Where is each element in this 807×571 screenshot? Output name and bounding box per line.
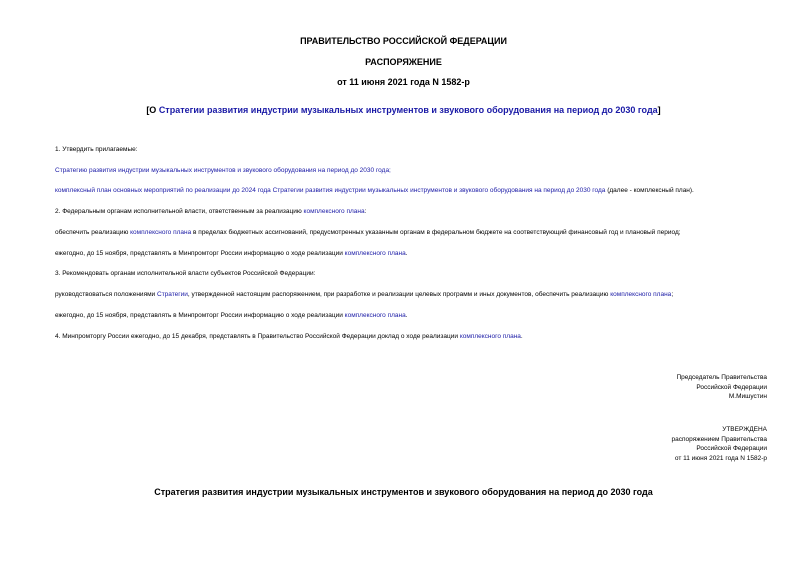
title-prefix: [О (146, 105, 159, 115)
strategy-title: Стратегия развития индустрии музыкальных инструментов и звукового оборудования на период до 2030 года (154, 487, 653, 497)
document-date-number: от 11 июня 2021 года N 1582-р (337, 77, 470, 87)
paragraph-1: 1. Утвердить прилагаемые: (55, 146, 138, 153)
strategy-link[interactable]: Стратегию развития индустрии музыкальных инструментов и звукового оборудования на период до 2030 года; (55, 167, 391, 174)
complex-plan-link[interactable]: комплексного плана (130, 229, 192, 236)
paragraph-3: 3. Рекомендовать органам исполнительной власти субъектов Российской Федерации: (55, 270, 316, 277)
approval-by: распоряжением Правительства (671, 435, 767, 443)
document-title (0, 105, 807, 115)
complex-plan-link[interactable]: комплексного плана (344, 250, 406, 257)
complex-plan-full-link[interactable]: комплексный план основных мероприятий по реализации до 2024 года Стратегии развития индустрии музыкальных инструментов и звукового оборудования на период до 2030 года (55, 187, 606, 194)
document-type-heading: РАСПОРЯЖЕНИЕ (365, 57, 442, 67)
signature-country: Российской Федерации (696, 383, 767, 391)
paragraph-2a-tail: в пределах бюджетных ассигнований, предусмотренных указанным органам в федеральном бюджете на соответствующий финансовый год и плановый период; (191, 229, 681, 236)
complex-plan-link[interactable]: комплексного плана (303, 208, 365, 215)
paragraph-2-tail: : (364, 208, 367, 215)
signature-block (676, 373, 767, 402)
paragraph-3b-text: ежегодно, до 15 ноября, представлять в Минпромторг России информацию о ходе реализации (55, 312, 345, 319)
signature-name: М.Мишустин (728, 393, 767, 401)
approval-date-number: от 11 июня 2021 года N 1582-р (674, 454, 767, 462)
complex-plan-link[interactable]: комплексного плана (459, 333, 521, 340)
paragraph-2b-text: ежегодно, до 15 ноября, представлять в Минпромторг России информацию о ходе реализации (55, 250, 345, 257)
paragraph-2b-tail: . (405, 250, 408, 257)
paragraph-1b-tail: (далее - комплексный план). (605, 187, 694, 194)
paragraph-3b-tail: . (405, 312, 408, 319)
paragraph-2 (55, 208, 366, 216)
paragraph-2a-text: обеспечить реализацию (55, 229, 131, 236)
paragraph-2-text: 2. Федеральным органам исполнительной власти, ответственным за реализацию (55, 208, 304, 215)
paragraph-3b (55, 312, 408, 320)
title-suffix: ] (657, 105, 661, 115)
complex-plan-link[interactable]: комплексного плана (610, 291, 672, 298)
government-heading: ПРАВИТЕЛЬСТВО РОССИЙСКОЙ ФЕДЕРАЦИИ (300, 36, 507, 46)
paragraph-3a-text: руководствоваться положениями (55, 291, 157, 298)
approval-status: УТВЕРЖДЕНА (722, 426, 767, 433)
paragraph-1b (55, 187, 694, 195)
paragraph-2a (55, 229, 681, 237)
title-strategy-link[interactable]: Стратегии развития индустрии музыкальных инструментов и звукового оборудования на период до 2030 года (158, 105, 658, 115)
paragraph-4-tail: . (520, 333, 523, 340)
paragraph-3a-middle: , утвержденной настоящим распоряжением, при разработке и реализации целевых программ и иных документов, обеспечить реализацию (187, 291, 611, 298)
signature-position: Председатель Правительства (676, 374, 767, 381)
paragraph-4-text: 4. Минпромторгу России ежегодно, до 15 декабря, представлять в Правительство Российской Федерации доклад о ходе реализации (55, 333, 460, 340)
strategy-short-link[interactable]: Стратегии (157, 291, 188, 298)
paragraph-3a-tail: ; (671, 291, 674, 298)
approval-block (672, 425, 767, 463)
paragraph-2b (55, 250, 408, 258)
approval-country: Российской Федерации (696, 445, 767, 453)
paragraph-3a (55, 291, 673, 299)
complex-plan-link[interactable]: комплексного плана (344, 312, 406, 319)
paragraph-4 (55, 333, 523, 341)
